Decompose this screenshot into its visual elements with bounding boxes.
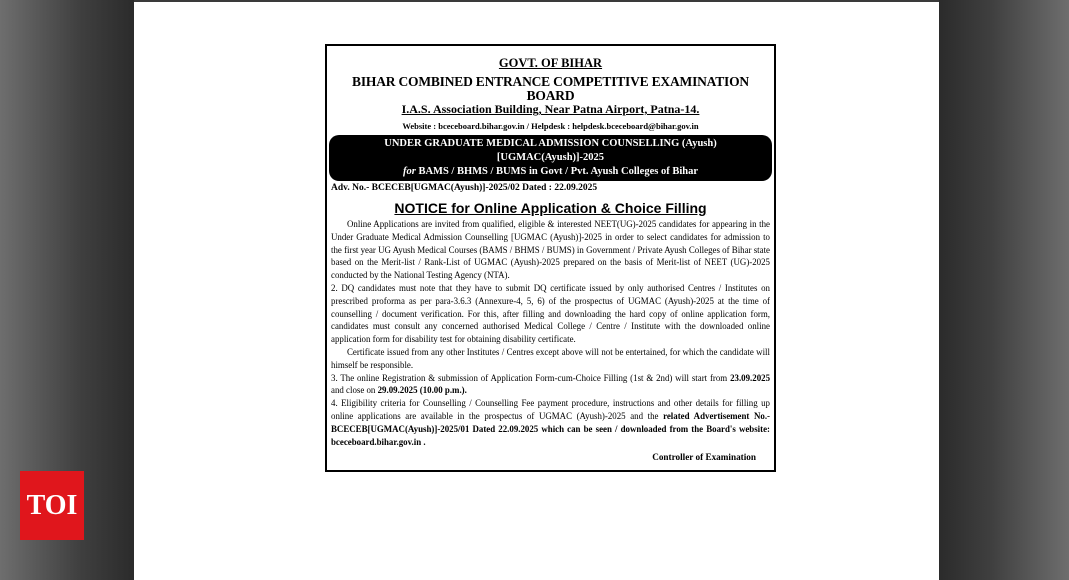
- signature: Controller of Examination: [652, 452, 756, 463]
- course-banner: [329, 135, 772, 181]
- banner-line-1: UNDER GRADUATE MEDICAL ADMISSION COUNSELLING (Ayush) [UGMAC(Ayush)]-2025: [384, 138, 717, 163]
- toi-logo: TOI: [20, 471, 84, 540]
- banner-line-2-text: BAMS / BHMS / BUMS in Govt / Pvt. Ayush Colleges of Bihar: [418, 166, 698, 177]
- website-line: Website : bceceboard.bihar.gov.in / Helpdesk : helpdesk.bceceboard@bihar.gov.in: [402, 121, 699, 131]
- paragraph-4-text: 4. Eligibility criteria for Counselling / Counselling Fee payment procedure, instructions and other details for filling up online applications are available in the prospectus of UGMAC (Ayush)-2025 and the: [331, 398, 770, 421]
- related-advertisement: related Advertisement No.-BCECEB[UGMAC(Ayush)]-2025/01 Dated 22.09.2025 which can be seen / downloaded from the Board's website: bceceboard.bihar.gov.in .: [331, 410, 771, 447]
- notice-box: [325, 44, 776, 472]
- notice-title: NOTICE for Online Application & Choice Filling: [394, 200, 707, 216]
- banner-for: for: [402, 166, 416, 177]
- paragraph-3-text-a: 3. The online Registration & submission of Application Form-cum-Choice Filling (1st & 2nd) will start from: [331, 372, 728, 383]
- paragraph-3: [331, 372, 770, 398]
- board-address: I.A.S. Association Building, Near Patna Airport, Patna-14.: [401, 102, 700, 116]
- notice-body: [331, 218, 770, 448]
- paragraph-1: Online Applications are invited from qualified, eligible & interested NEET(UG)-2025 candidates for appearing in the Under Graduate Medical Admission Counselling [UGMAC (Ayush)]-2025 in order to select candidates for admission to the first year UG Ayush Medical Courses (BAMS / BHMS / BUMS) in Government / Private Ayush Colleges of Bihar state based on the Merit-list / Rank-List of UGMAC (Ayush)-2025 prepared on the basis of Merit-list of NEET (UG)-2025 conducted by the National Testing Agency (NTA).: [331, 219, 770, 281]
- govt-heading: GOVT. OF BIHAR: [498, 56, 603, 70]
- board-name: BIHAR COMBINED ENTRANCE COMPETITIVE EXAMINATION BOARD: [352, 74, 749, 103]
- paragraph-4: [331, 397, 770, 448]
- start-date: 23.09.2025: [730, 372, 770, 383]
- background-right: [939, 0, 1069, 580]
- banner-line-2: [333, 165, 768, 179]
- paragraph-3-text-b: and close on: [331, 385, 376, 396]
- paragraph-2: 2. DQ candidates must note that they have to submit DQ certificate issued by only authorised Centres / Institutes on prescribed proforma as per para-3.6.3 (Annexure-4, 5, 6) of the prospectus of UGMAC (Ayush)-2025 at the time of counselling / document verification. For this, after filling and downloading the hard copy of online application form, candidates must consult any concerned authorised Medical College / Centre / Institute with the downloaded online application form for disability test for obtaining disability certificate.: [331, 282, 770, 345]
- advertisement-number: Adv. No.- BCECEB[UGMAC(Ayush)]-2025/02 Dated : 22.09.2025: [331, 183, 598, 193]
- paragraph-2b: Certificate issued from any other Institutes / Centres except above will not be entertained, for which the candidate will himself be responsible.: [331, 346, 770, 370]
- close-date: 29.09.2025 (10.00 p.m.).: [377, 385, 467, 396]
